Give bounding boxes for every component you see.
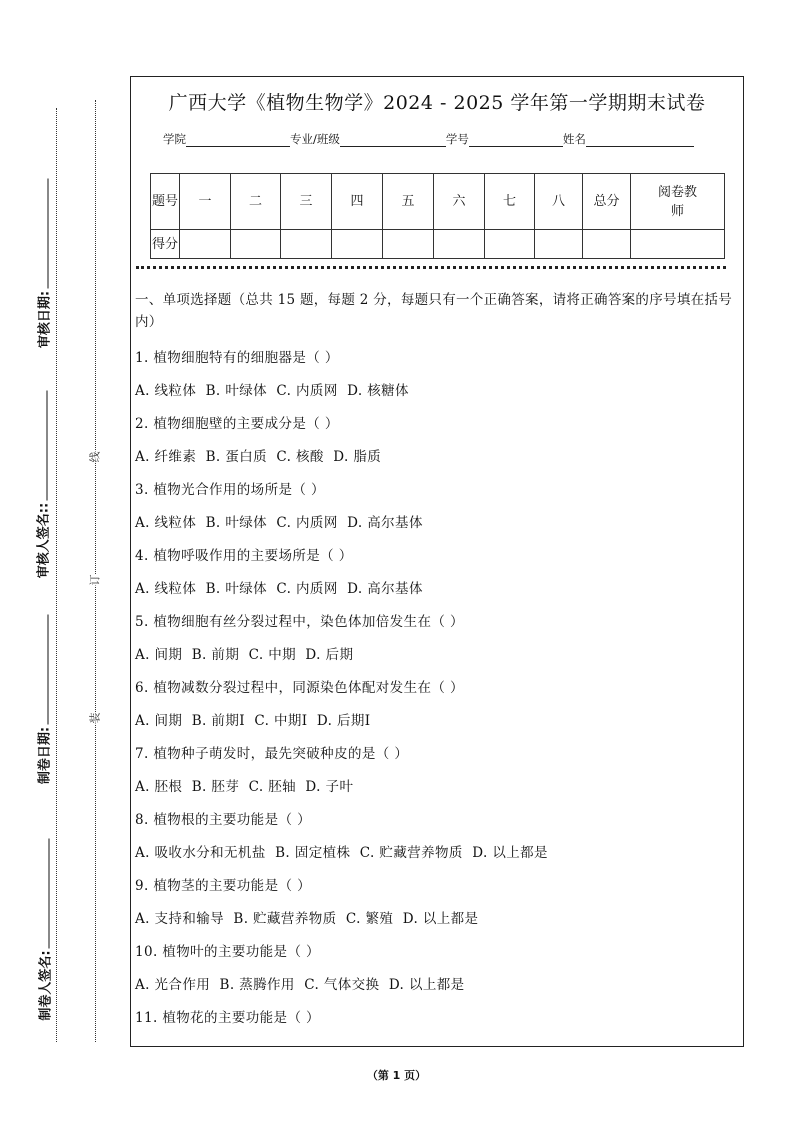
compiler-signature-blank [39, 838, 50, 948]
name-input[interactable] [586, 133, 694, 147]
question-text: 8. 植物根的主要功能是（ ） [135, 812, 311, 828]
score-row-label: 得分 [151, 230, 180, 259]
score-cell[interactable] [535, 230, 583, 259]
score-table [150, 173, 725, 259]
binding-char-bind: 订 [88, 574, 102, 586]
answer-options: A. 线粒体 B. 叶绿体 C. 内质网 D. 高尔基体 [135, 581, 423, 597]
review-date-field: 审核日期: [34, 169, 53, 359]
binding-char-mount: 装 [88, 712, 102, 724]
score-cell[interactable] [485, 230, 535, 259]
score-col: 一 [180, 174, 231, 230]
question-number-label: 题号 [151, 174, 180, 230]
compile-date-blank [38, 615, 49, 725]
compile-date-field: 制卷日期: [34, 605, 53, 795]
grader-cell[interactable] [631, 230, 725, 259]
question-text: 1. 植物细胞特有的细胞器是（ ） [135, 350, 339, 366]
question-text: 11. 植物花的主要功能是（ ） [135, 1010, 320, 1026]
grader-col: 阅卷教师 [631, 174, 725, 230]
dotted-divider [136, 266, 726, 269]
score-cell[interactable] [180, 230, 231, 259]
answer-options: A. 支持和输导 B. 贮藏营养物质 C. 繁殖 D. 以上都是 [135, 911, 479, 927]
answer-options: A. 线粒体 B. 叶绿体 C. 内质网 D. 核糖体 [135, 383, 409, 399]
binding-dotted-line-inner [95, 100, 96, 1042]
score-cell[interactable] [383, 230, 434, 259]
student-id-label: 学号 [445, 132, 469, 146]
binding-char-line: 线 [88, 451, 102, 463]
score-col: 二 [231, 174, 281, 230]
exam-title: 广西大学《植物生物学》2024 - 2025 学年第一学期期末试卷 [168, 92, 706, 114]
score-col: 八 [535, 174, 583, 230]
student-info-row [163, 131, 694, 147]
score-col: 三 [281, 174, 332, 230]
question-text: 10. 植物叶的主要功能是（ ） [135, 944, 320, 960]
score-table-score-row [151, 230, 725, 259]
reviewer-signature-field: 审核人签名:: [33, 385, 52, 585]
question-text: 2. 植物细胞壁的主要成分是（ ） [135, 416, 339, 432]
major-class-input[interactable] [340, 133, 446, 147]
score-cell[interactable] [231, 230, 281, 259]
question-text: 9. 植物茎的主要功能是（ ） [135, 878, 311, 894]
review-date-blank [38, 179, 49, 289]
answer-options: A. 纤维素 B. 蛋白质 C. 核酸 D. 脂质 [135, 449, 382, 465]
total-score-cell[interactable] [583, 230, 631, 259]
college-label: 学院 [163, 132, 186, 146]
score-cell[interactable] [332, 230, 383, 259]
score-col: 六 [434, 174, 485, 230]
score-cell[interactable] [434, 230, 485, 259]
answer-options: A. 胚根 B. 胚芽 C. 胚轴 D. 子叶 [135, 779, 354, 795]
question-list [135, 342, 737, 1002]
answer-options: A. 光合作用 B. 蒸腾作用 C. 气体交换 D. 以上都是 [135, 977, 465, 993]
answer-options: A. 线粒体 B. 叶绿体 C. 内质网 D. 高尔基体 [135, 515, 423, 531]
binding-dotted-line-outer [56, 108, 57, 1042]
section-heading: 一、单项选择题（总共 15 题，每题 2 分，每题只有一个正确答案，请将正确答案的序号填在括号内） [135, 292, 733, 330]
total-score-col: 总分 [583, 174, 631, 230]
answer-options: A. 间期 B. 前期Ⅰ C. 中期Ⅰ D. 后期Ⅰ [135, 713, 371, 729]
question-text: 3. 植物光合作用的场所是（ ） [135, 482, 325, 498]
score-col: 七 [485, 174, 535, 230]
reviewer-signature-blank [37, 391, 48, 501]
answer-options: A. 吸收水分和无机盐 B. 固定植株 C. 贮藏营养物质 D. 以上都是 [135, 845, 548, 861]
answer-options: A. 间期 B. 前期 C. 中期 D. 后期 [135, 647, 354, 663]
major-class-label: 专业/班级 [290, 132, 340, 146]
student-id-input[interactable] [469, 133, 563, 147]
question-text: 7. 植物种子萌发时，最先突破种皮的是（ ） [135, 746, 409, 762]
score-cell[interactable] [281, 230, 332, 259]
score-col: 四 [332, 174, 383, 230]
compiler-signature-field: 制卷人签名: [35, 830, 54, 1030]
page-number: （第 1 页） [366, 1069, 427, 1082]
question-section [135, 289, 737, 1035]
question-text: 5. 植物细胞有丝分裂过程中，染色体加倍发生在（ ） [135, 614, 464, 630]
question-text: 4. 植物呼吸作用的主要场所是（ ） [135, 548, 353, 564]
college-input[interactable] [186, 133, 290, 147]
score-table-header-row [151, 174, 725, 230]
score-col: 五 [383, 174, 434, 230]
question-text: 6. 植物减数分裂过程中，同源染色体配对发生在（ ） [135, 680, 464, 696]
name-label: 姓名 [562, 132, 586, 146]
